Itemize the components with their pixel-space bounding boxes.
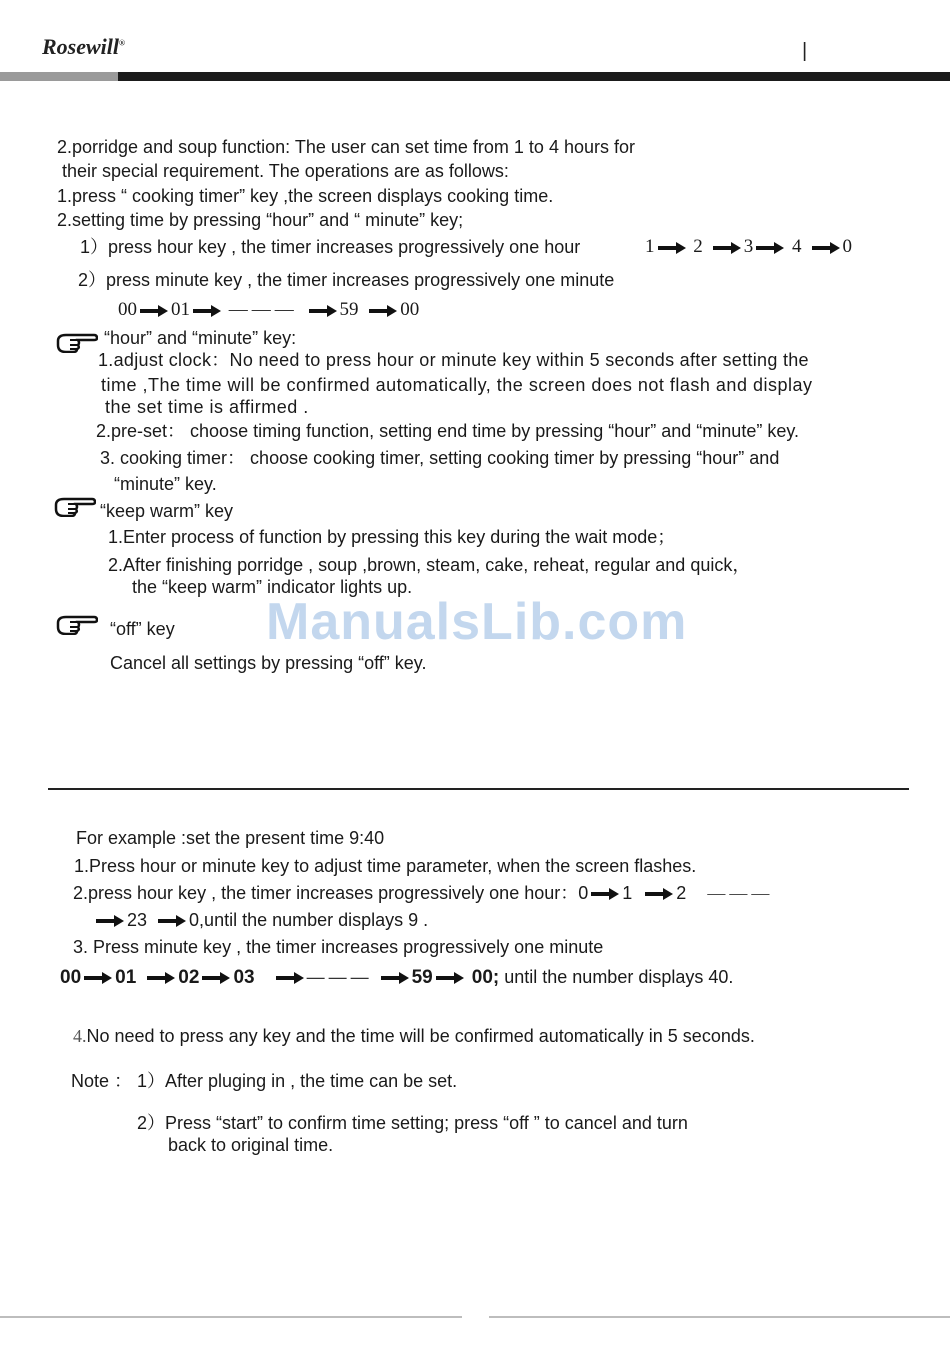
keep-warm-note2-line2: the “keep warm” indicator lights up.	[132, 577, 413, 597]
pre-set-note: 2.pre-set： choose timing function, setting end time by pressing “hour” and “minute” key.	[96, 421, 800, 441]
arrow-icon	[713, 242, 741, 254]
hour-sequence: 1 2 3 4 0	[645, 236, 852, 257]
off-key-title: “off” key	[110, 619, 175, 639]
arrow-icon	[96, 915, 124, 927]
header-bar	[118, 72, 950, 81]
note2-line1: 2）Press “start” to confirm time setting; press “off ” to cancel and turn	[137, 1113, 688, 1133]
watermark: ManualsLib.com	[266, 593, 688, 651]
keep-warm-note2-line1: 2.After finishing porridge , soup ,brown, steam, cake, reheat, regular and quick，	[108, 555, 751, 575]
keep-warm-note1: 1.Enter process of function by pressing this key during the wait mode；	[108, 527, 676, 547]
keep-warm-key-title: “keep warm” key	[100, 501, 234, 521]
arrow-icon	[309, 305, 337, 317]
note2-line2: back to original time.	[168, 1135, 334, 1155]
arrow-icon	[202, 972, 230, 984]
arrow-icon	[158, 915, 186, 927]
porridge-intro-line2: their special requirement. The operations are as follows:	[62, 161, 509, 181]
arrow-icon	[436, 972, 464, 984]
example-step2: 2.press hour key , the timer increases progressively one hour：0 1 2 ———	[73, 883, 774, 903]
cooking-timer-note-line1: 3. cooking timer： choose cooking timer, setting cooking timer by pressing “hour” and	[100, 448, 780, 468]
note-label: Note ：	[71, 1071, 133, 1091]
sub-step-hour: 1）press hour key , the timer increases progressively one hour	[80, 237, 581, 257]
cooking-timer-note-line2: “minute” key.	[114, 474, 217, 494]
pointing-hand-icon	[56, 331, 98, 353]
off-key-note: Cancel all settings by pressing “off” key.	[110, 653, 427, 673]
note1: 1）After pluging in , the time can be set.	[137, 1071, 458, 1091]
step-press-cooking-timer: 1.press “ cooking timer” key ,the screen displays cooking time.	[57, 186, 554, 206]
porridge-intro-line1: 2.porridge and soup function: The user can set time from 1 to 4 hours for	[57, 137, 635, 157]
footer-line-right	[489, 1316, 950, 1318]
minute-sequence: 00 01 ——— 59 00	[118, 299, 420, 320]
page-marker: |	[802, 40, 808, 62]
brand-logo: Rosewill®	[42, 34, 125, 59]
hour-minute-key-title: “hour” and “minute” key:	[104, 328, 297, 348]
example-step1: 1.Press hour or minute key to adjust time parameter, when the screen flashes.	[74, 856, 697, 876]
arrow-icon	[381, 972, 409, 984]
adjust-clock-line1: 1.adjust clock：No need to press hour or minute key within 5 seconds after setting the	[98, 350, 809, 370]
example-title: For example :set the present time 9:40	[76, 828, 385, 848]
pointing-hand-icon	[56, 613, 98, 635]
arrow-icon	[193, 305, 221, 317]
header-bar-left	[0, 72, 120, 81]
step-setting-time: 2.setting time by pressing “hour” and “ minute” key;	[57, 210, 464, 230]
arrow-icon	[756, 242, 784, 254]
arrow-icon	[658, 242, 686, 254]
adjust-clock-line3: the set time is affirmed .	[105, 397, 309, 417]
arrow-icon	[84, 972, 112, 984]
arrow-icon	[645, 888, 673, 900]
arrow-icon	[140, 305, 168, 317]
section-divider	[48, 788, 909, 790]
example-step2-continued: 23 0,until the number displays 9 .	[96, 909, 428, 931]
example-step3-sequence: 00 01 02 03 ——— 59 00; until the number displays 40.	[60, 967, 734, 988]
footer-line-left	[0, 1316, 462, 1318]
arrow-icon	[147, 972, 175, 984]
arrow-icon	[591, 888, 619, 900]
example-step4: 4.No need to press any key and the time will be confirmed automatically in 5 seconds.	[73, 1026, 755, 1046]
arrow-icon	[812, 242, 840, 254]
sub-step-minute: 2）press minute key , the timer increases progressively one minute	[78, 270, 615, 290]
pointing-hand-icon	[54, 495, 96, 517]
adjust-clock-line2: time ,The time will be confirmed automatically, the screen does not flash and display	[101, 375, 813, 395]
example-step3: 3. Press minute key , the timer increases progressively one minute	[73, 937, 604, 957]
arrow-icon	[276, 972, 304, 984]
arrow-icon	[369, 305, 397, 317]
